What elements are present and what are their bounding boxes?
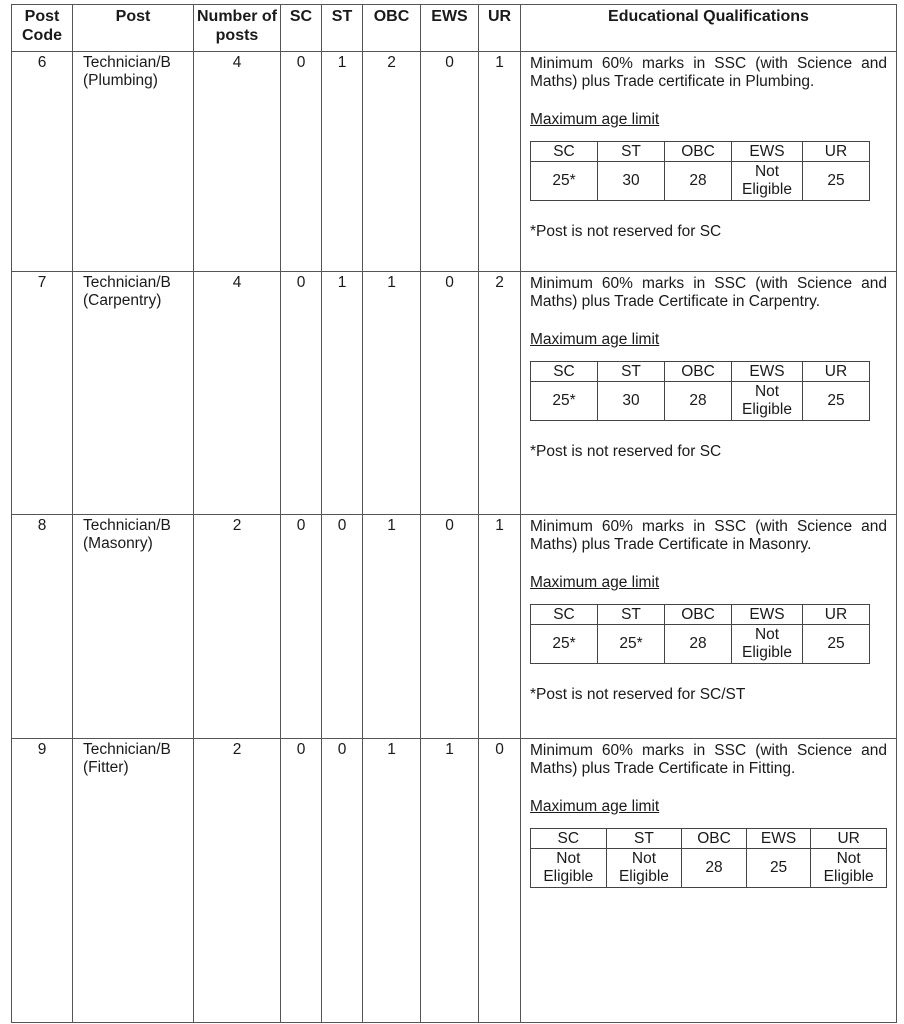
age-header-obc: OBC [665, 142, 732, 162]
post-name-line1: Technician/B [83, 54, 171, 71]
header-obc: OBC [363, 5, 421, 52]
header-qualifications: Educational Qualifications [521, 5, 897, 52]
number-of-posts: 4 [194, 52, 281, 272]
post-name [73, 52, 194, 272]
sc-count: 0 [281, 515, 322, 739]
age-value-ews: Not Eligible [732, 382, 803, 421]
age-header-row [531, 829, 887, 849]
st-count: 1 [322, 272, 363, 515]
st-count: 0 [322, 515, 363, 739]
age-header-st: ST [598, 605, 665, 625]
age-limit-table [530, 604, 870, 664]
age-header-obc: OBC [682, 829, 747, 849]
age-value-sc: 25* [531, 382, 598, 421]
post-name-line1: Technician/B [83, 517, 171, 534]
age-value-row [531, 162, 870, 201]
qualification-cell [521, 52, 897, 272]
age-header-ews: EWS [732, 362, 803, 382]
reservation-note: *Post is not reserved for SC/ST [530, 686, 746, 703]
age-header-ews: EWS [746, 829, 811, 849]
age-value-ur: 25 [803, 162, 870, 201]
age-header-st: ST [598, 362, 665, 382]
st-count: 0 [322, 739, 363, 1023]
obc-count: 2 [363, 52, 421, 272]
post-code: 6 [12, 52, 73, 272]
age-value-ur: Not Eligible [811, 849, 887, 888]
age-value-sc: 25* [531, 162, 598, 201]
age-header-st: ST [606, 829, 682, 849]
ews-count: 0 [421, 272, 479, 515]
post-name [73, 739, 194, 1023]
max-age-label: Maximum age limit [530, 111, 660, 128]
qualification-text: Minimum 60% marks in SSC (with Science and Maths) plus Trade Certificate in Fitting. [530, 742, 887, 777]
post-name-line2: (Masonry) [83, 535, 153, 552]
header-sc: SC [281, 5, 322, 52]
qualification-cell [521, 272, 897, 515]
age-value-sc: 25* [531, 625, 598, 664]
age-header-ews: EWS [732, 142, 803, 162]
age-header-sc: SC [531, 142, 598, 162]
age-header-sc: SC [531, 829, 607, 849]
age-header-row [531, 605, 870, 625]
ur-count: 2 [479, 272, 521, 515]
age-header-st: ST [598, 142, 665, 162]
post-name-line2: (Fitter) [83, 759, 129, 776]
age-value-ews: Not Eligible [732, 625, 803, 664]
post-name [73, 272, 194, 515]
header-row [12, 5, 897, 52]
header-st: ST [322, 5, 363, 52]
age-header-ur: UR [803, 605, 870, 625]
reservation-note: *Post is not reserved for SC [530, 223, 722, 240]
header-post-code: Post Code [12, 5, 73, 52]
max-age-label: Maximum age limit [530, 331, 660, 348]
table-row [12, 515, 897, 739]
age-header-ur: UR [803, 362, 870, 382]
number-of-posts: 4 [194, 272, 281, 515]
table-row [12, 739, 897, 1023]
ur-count: 1 [479, 52, 521, 272]
age-value-ews: 25 [746, 849, 811, 888]
age-value-sc: Not Eligible [531, 849, 607, 888]
qualification-text: Minimum 60% marks in SSC (with Science and Maths) plus Trade Certificate in Carpentry. [530, 275, 887, 310]
post-name-line2: (Plumbing) [83, 72, 158, 89]
age-limit-table [530, 141, 870, 201]
reservation-note: *Post is not reserved for SC [530, 443, 722, 460]
age-value-obc: 28 [665, 162, 732, 201]
age-header-row [531, 362, 870, 382]
obc-count: 1 [363, 739, 421, 1023]
header-post: Post [73, 5, 194, 52]
number-of-posts: 2 [194, 739, 281, 1023]
age-header-sc: SC [531, 605, 598, 625]
obc-count: 1 [363, 515, 421, 739]
post-name-line1: Technician/B [83, 274, 171, 291]
post-name [73, 515, 194, 739]
age-header-ur: UR [803, 142, 870, 162]
post-code: 7 [12, 272, 73, 515]
age-limit-table [530, 361, 870, 421]
qualification-cell [521, 739, 897, 1023]
age-header-obc: OBC [665, 605, 732, 625]
max-age-label: Maximum age limit [530, 574, 660, 591]
ews-count: 0 [421, 515, 479, 739]
age-value-ews: Not Eligible [732, 162, 803, 201]
max-age-label: Maximum age limit [530, 798, 660, 815]
qualification-text: Minimum 60% marks in SSC (with Science and Maths) plus Trade certificate in Plumbing. [530, 55, 887, 90]
qualification-cell [521, 515, 897, 739]
age-value-ur: 25 [803, 625, 870, 664]
recruitment-table [11, 4, 897, 1023]
age-value-obc: 28 [665, 382, 732, 421]
header-ews: EWS [421, 5, 479, 52]
age-value-row [531, 382, 870, 421]
age-value-ur: 25 [803, 382, 870, 421]
ews-count: 0 [421, 52, 479, 272]
ur-count: 0 [479, 739, 521, 1023]
post-code: 8 [12, 515, 73, 739]
age-header-ur: UR [811, 829, 887, 849]
age-header-ews: EWS [732, 605, 803, 625]
ews-count: 1 [421, 739, 479, 1023]
age-header-sc: SC [531, 362, 598, 382]
age-header-obc: OBC [665, 362, 732, 382]
header-number-of-posts: Number of posts [194, 5, 281, 52]
sc-count: 0 [281, 272, 322, 515]
age-value-row [531, 849, 887, 888]
sc-count: 0 [281, 52, 322, 272]
age-value-st: Not Eligible [606, 849, 682, 888]
age-limit-table [530, 828, 887, 888]
age-value-row [531, 625, 870, 664]
post-code: 9 [12, 739, 73, 1023]
post-name-line1: Technician/B [83, 741, 171, 758]
age-value-obc: 28 [665, 625, 732, 664]
ur-count: 1 [479, 515, 521, 739]
qualification-text: Minimum 60% marks in SSC (with Science and Maths) plus Trade Certificate in Masonry. [530, 518, 887, 553]
st-count: 1 [322, 52, 363, 272]
number-of-posts: 2 [194, 515, 281, 739]
age-value-st: 30 [598, 382, 665, 421]
post-name-line2: (Carpentry) [83, 292, 162, 309]
sc-count: 0 [281, 739, 322, 1023]
obc-count: 1 [363, 272, 421, 515]
age-value-st: 25* [598, 625, 665, 664]
age-header-row [531, 142, 870, 162]
age-value-obc: 28 [682, 849, 747, 888]
age-value-st: 30 [598, 162, 665, 201]
table-row [12, 272, 897, 515]
header-ur: UR [479, 5, 521, 52]
table-row [12, 52, 897, 272]
